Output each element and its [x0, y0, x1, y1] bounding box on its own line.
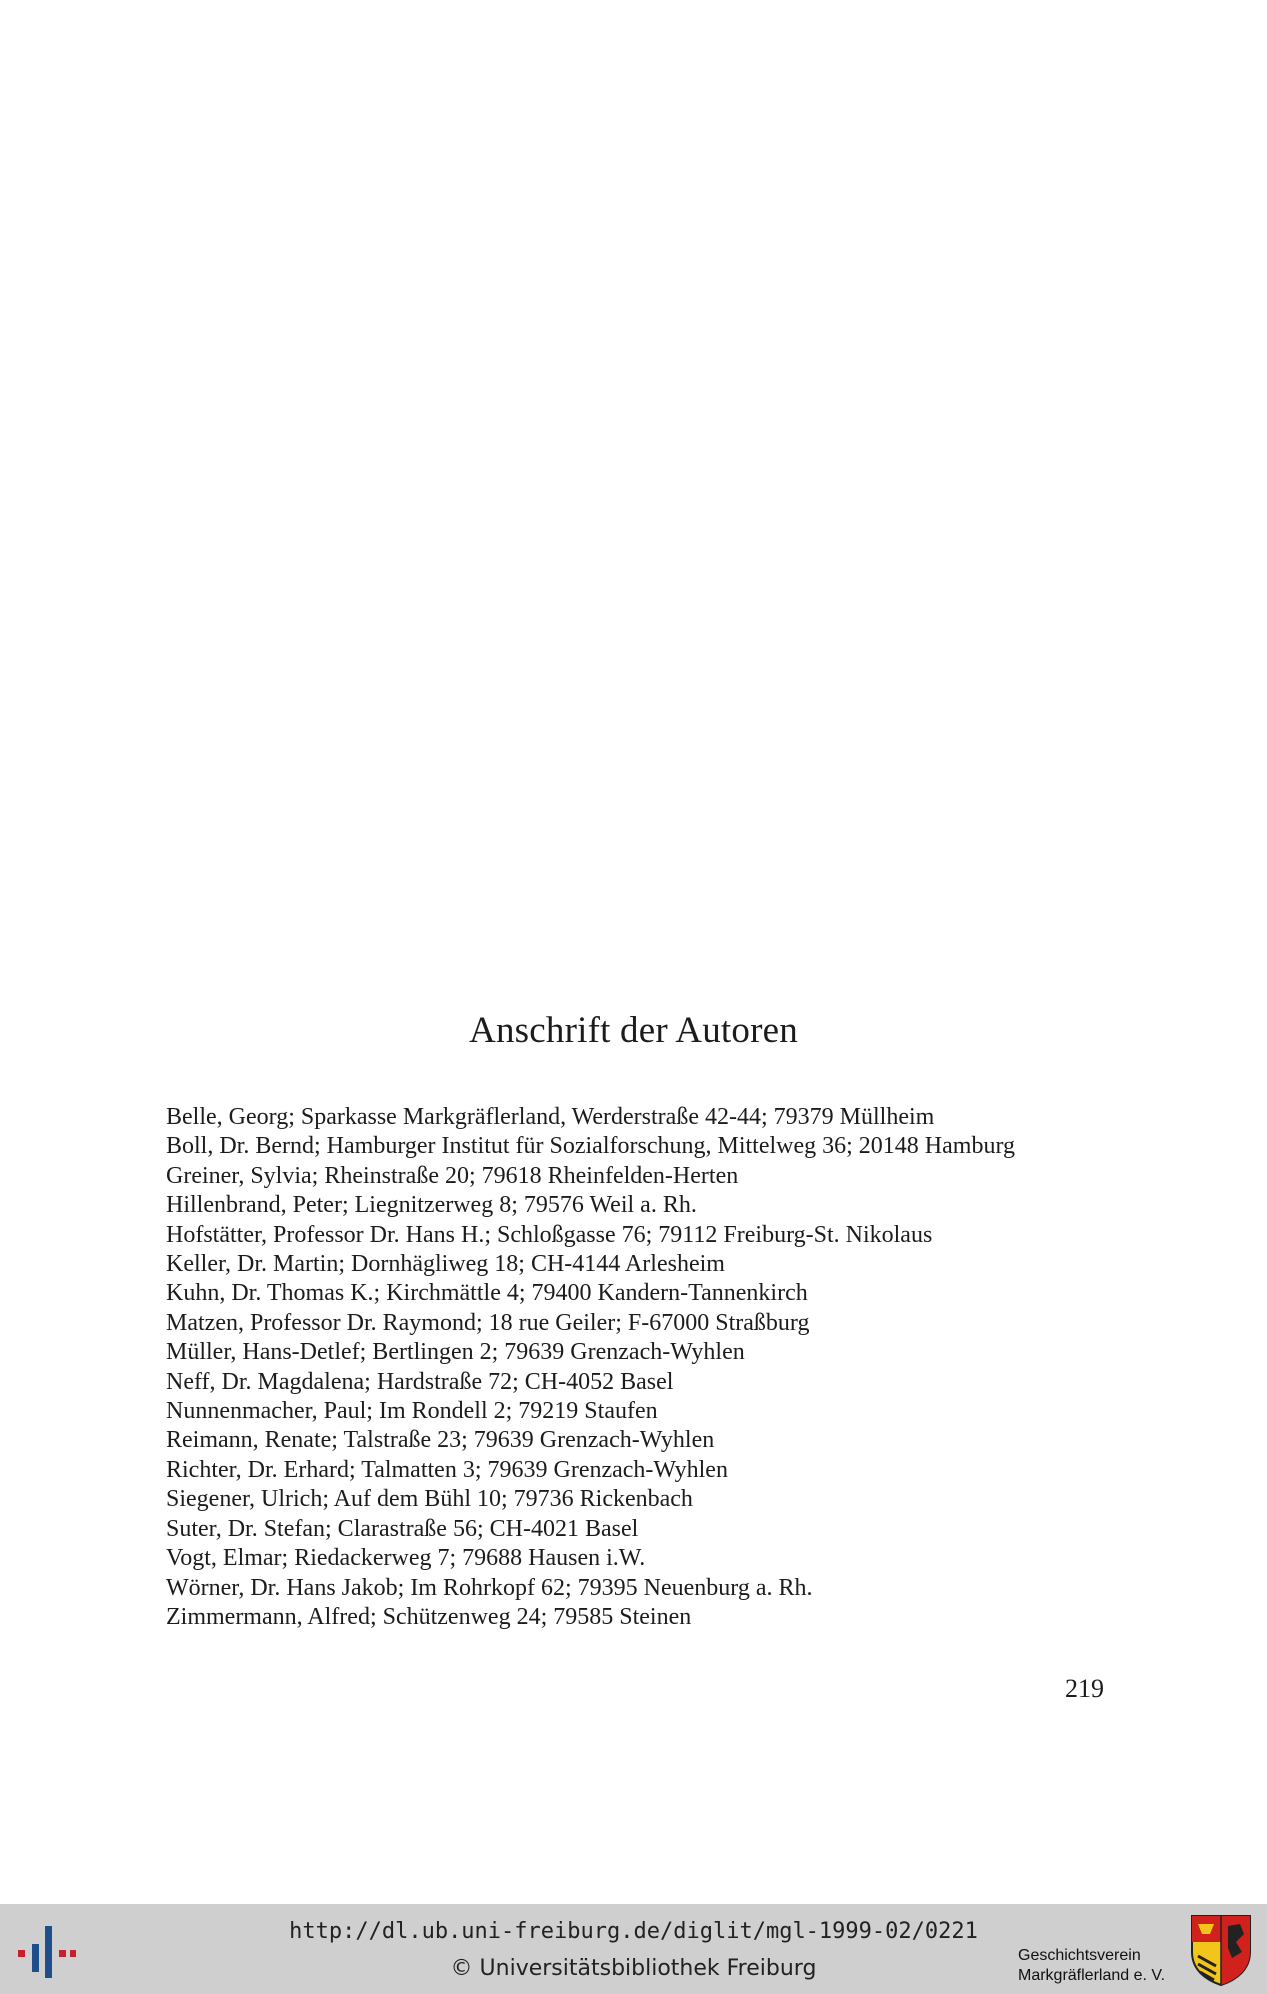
- document-url-link[interactable]: http://dl.ub.uni-freiburg.de/diglit/mgl-1999-02/0221: [289, 1919, 978, 1944]
- author-entry: Zimmermann, Alfred; Schützenweg 24; 79585 Steinen: [166, 1603, 692, 1630]
- author-entry: Neff, Dr. Magdalena; Hardstraße 72; CH-4052 Basel: [166, 1368, 674, 1395]
- author-entry: Richter, Dr. Erhard; Talmatten 3; 79639 Grenzach-Wyhlen: [166, 1456, 728, 1483]
- author-entry: Nunnenmacher, Paul; Im Rondell 2; 79219 Staufen: [166, 1398, 658, 1425]
- author-entry: Vogt, Elmar; Riedackerweg 7; 79688 Hausen i.W.: [166, 1545, 646, 1572]
- author-entry: Matzen, Professor Dr. Raymond; 18 rue Geiler; F-67000 Straßburg: [166, 1309, 810, 1336]
- page-number: 219: [1065, 1674, 1104, 1703]
- author-entry: Hillenbrand, Peter; Liegnitzerweg 8; 79576 Weil a. Rh.: [166, 1192, 697, 1219]
- author-entry: Siegener, Ulrich; Auf dem Bühl 10; 79736 Rickenbach: [166, 1486, 693, 1513]
- author-entry: Boll, Dr. Bernd; Hamburger Institut für Sozialforschung, Mittelweg 36; 20148 Hamburg: [166, 1133, 1015, 1160]
- author-entry: Keller, Dr. Martin; Dornhägliweg 18; CH-4144 Arlesheim: [166, 1251, 725, 1278]
- author-entry: Greiner, Sylvia; Rheinstraße 20; 79618 Rheinfelden-Herten: [166, 1162, 739, 1189]
- author-entry: Wörner, Dr. Hans Jakob; Im Rohrkopf 62; 79395 Neuenburg a. Rh.: [166, 1574, 813, 1601]
- author-entry: Kuhn, Dr. Thomas K.; Kirchmättle 4; 79400 Kandern-Tannenkirch: [166, 1280, 808, 1307]
- society-name-line-1: Geschichtsverein: [1018, 1947, 1141, 1964]
- author-entry: Hofstätter, Professor Dr. Hans H.; Schloßgasse 76; 79112 Freiburg-St. Nikolaus: [166, 1221, 933, 1248]
- society-name: [1018, 1946, 1165, 1986]
- author-address-list: [166, 1103, 1126, 1632]
- author-entry: Belle, Georg; Sparkasse Markgräflerland, Werderstraße 42-44; 79379 Müllheim: [166, 1104, 935, 1130]
- coat-of-arms-icon[interactable]: [1188, 1912, 1254, 1988]
- page-title: Anschrift der Autoren: [469, 1010, 798, 1051]
- author-entry: Suter, Dr. Stefan; Clarastraße 56; CH-4021 Basel: [166, 1515, 639, 1542]
- author-entry: Müller, Hans-Detlef; Bertlingen 2; 79639 Grenzach-Wyhlen: [166, 1339, 745, 1366]
- copyright-text: © Universitätsbibliothek Freiburg: [450, 1956, 817, 1981]
- society-name-line-2: Markgräflerland e. V.: [1018, 1967, 1166, 1984]
- footer-bar: [0, 1904, 1267, 1994]
- author-entry: Reimann, Renate; Talstraße 23; 79639 Grenzach-Wyhlen: [166, 1427, 715, 1454]
